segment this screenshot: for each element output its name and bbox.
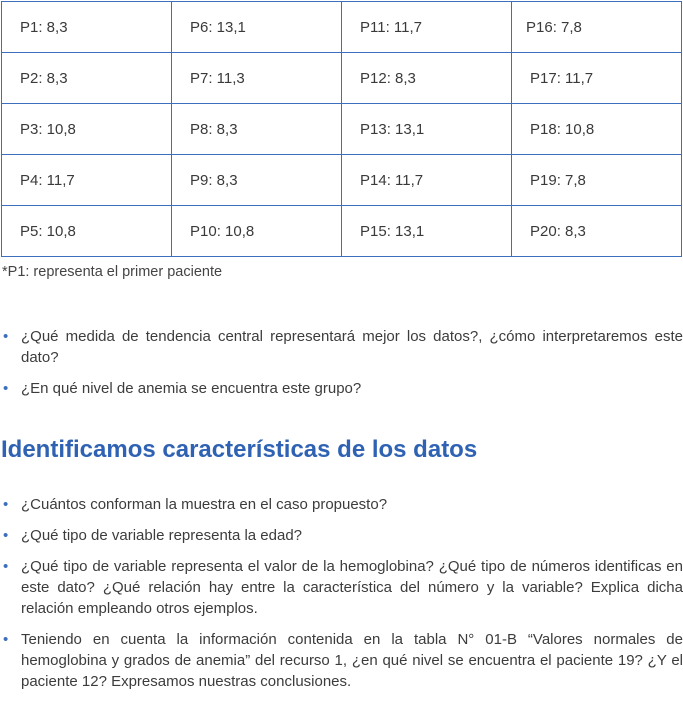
bullet-icon: •	[3, 496, 9, 513]
table-row	[2, 53, 682, 104]
list-item	[0, 629, 683, 692]
table-row	[2, 104, 682, 155]
table-row	[2, 155, 682, 206]
list-item	[0, 525, 683, 546]
list-item	[0, 494, 683, 515]
table-cell: P10: 10,8	[172, 206, 342, 257]
table-cell: P20: 8,3	[512, 206, 682, 257]
question-list-1	[0, 326, 683, 409]
question-text: ¿Qué medida de tendencia central representará mejor los datos?, ¿cómo interpretaremos este dato?	[21, 328, 683, 366]
list-item	[0, 378, 683, 399]
question-text: ¿Cuántos conforman la muestra en el caso propuesto?	[21, 496, 388, 513]
table-row	[2, 2, 682, 53]
table-cell: P3: 10,8	[2, 104, 172, 155]
bullet-icon: •	[3, 631, 9, 648]
table-cell: P15: 13,1	[342, 206, 512, 257]
question-list-2	[0, 494, 683, 702]
table-row	[2, 206, 682, 257]
question-text: ¿En qué nivel de anemia se encuentra este grupo?	[21, 380, 362, 397]
table-cell: P7: 11,3	[172, 53, 342, 104]
bullet-icon: •	[3, 380, 9, 397]
question-text: Teniendo en cuenta la información contenida en la tabla N° 01-B “Valores normales de hemoglobina y grados de anemia” del recurso 1, ¿en qué nivel se encuentra el paciente 19? ¿Y el paciente 12? Expresamos nuestras conclusiones.	[21, 631, 683, 690]
bullet-icon: •	[3, 527, 9, 544]
list-item	[0, 556, 683, 619]
table-cell: P9: 8,3	[172, 155, 342, 206]
table-cell: P4: 11,7	[2, 155, 172, 206]
question-text: ¿Qué tipo de variable representa la edad?	[21, 527, 303, 544]
list-item	[0, 326, 683, 368]
table-cell: P6: 13,1	[172, 2, 342, 53]
table-cell: P19: 7,8	[512, 155, 682, 206]
table-cell: P5: 10,8	[2, 206, 172, 257]
bullet-icon: •	[3, 558, 9, 575]
table-cell: P11: 11,7	[342, 2, 512, 53]
question-text: ¿Qué tipo de variable representa el valor de la hemoglobina? ¿Qué tipo de números identificas en este dato? ¿Qué relación hay entre la característica del número y la variable? Explica dicha relación empleando otros ejemplos.	[21, 558, 683, 617]
table-cell: P8: 8,3	[172, 104, 342, 155]
table-cell: P18: 10,8	[512, 104, 682, 155]
table-footnote: *P1: representa el primer paciente	[2, 264, 223, 280]
section-title: Identificamos características de los datos	[1, 436, 478, 463]
table-cell: P14: 11,7	[342, 155, 512, 206]
bullet-icon: •	[3, 328, 9, 345]
table-cell: P2: 8,3	[2, 53, 172, 104]
table-cell: P17: 11,7	[512, 53, 682, 104]
table-cell: P13: 13,1	[342, 104, 512, 155]
table-cell: P12: 8,3	[342, 53, 512, 104]
hemoglobin-table	[1, 1, 682, 257]
table-cell: P1: 8,3	[2, 2, 172, 53]
table-cell: P16: 7,8	[512, 2, 682, 53]
